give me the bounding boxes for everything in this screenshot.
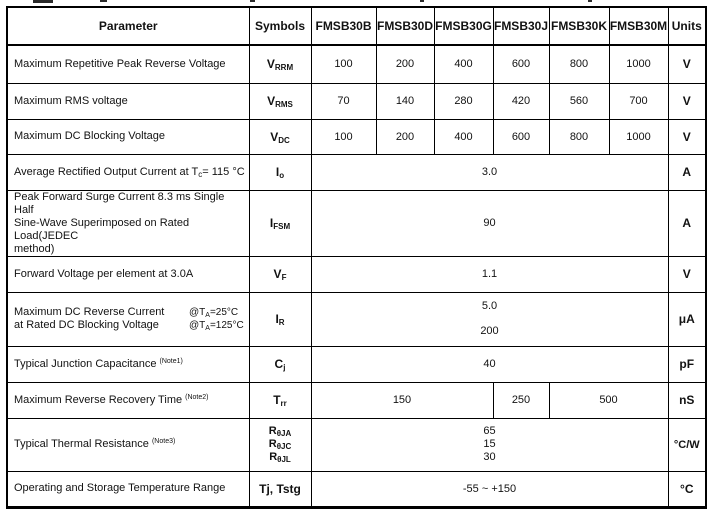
value-cell [549, 45, 609, 83]
cell-line: 700 [629, 95, 648, 107]
column-header-fmsb30b: FMSB30B [311, 7, 376, 45]
cell-line: 5.0 [481, 300, 498, 312]
column-header-parameter: Parameter [7, 7, 249, 45]
value-cell [311, 190, 668, 256]
text-segment: Maximum Reverse Recovery Time [14, 393, 186, 406]
table-row-maximum-rms-voltage [7, 83, 706, 119]
symbol-cell [249, 154, 311, 190]
cell-line: 40 [483, 358, 496, 370]
value-cell [549, 83, 609, 119]
symbol-cell [249, 190, 311, 256]
text-segment: @T [189, 320, 206, 331]
value-cell [311, 45, 376, 83]
text-segment: method) [14, 242, 55, 255]
cell-line: 150 [392, 394, 412, 406]
text-segment: R [278, 318, 285, 327]
value-cell [434, 45, 493, 83]
text-segment: @T [189, 307, 206, 318]
parameter-cell [7, 256, 249, 292]
cell-line [250, 216, 311, 230]
cell-line: 420 [511, 95, 531, 107]
table-row-peak-forward-surge-current [7, 190, 706, 256]
text-segment: T [273, 393, 281, 407]
text-segment: C [274, 357, 284, 371]
cell-line: 400 [454, 58, 473, 71]
text-segment: =125°C [209, 320, 244, 331]
text-segment: I [275, 312, 279, 326]
cell-line: 30 [483, 451, 496, 463]
text-segment: Peak Forward Surge Current 8.3 ms Single Half [14, 190, 225, 216]
value-cell [434, 83, 493, 119]
cell-line [14, 130, 247, 143]
cropped-text-artifact [100, 0, 107, 2]
text-segment: j [283, 363, 286, 372]
unit-cell: V [668, 256, 706, 292]
unit-cell: A [668, 154, 706, 190]
table-row-typical-thermal-resistance [7, 418, 706, 471]
cell-line [250, 393, 311, 407]
cell-line [14, 191, 247, 217]
cell-line: 200 [395, 130, 415, 143]
cell-line: 70 [337, 95, 350, 107]
cell-line [14, 394, 247, 407]
parameter-cell [7, 154, 249, 190]
cell-line [250, 57, 311, 71]
text-segment: Forward Voltage per element at 3.0A [14, 267, 194, 280]
text-segment: = 115 °C [202, 165, 245, 178]
parameter-cell [7, 45, 249, 83]
cell-line [250, 451, 311, 464]
value-cell [311, 346, 668, 382]
text-segment: (Note1) [159, 357, 183, 365]
text-segment: θJL [277, 455, 291, 464]
parameter-cell [7, 471, 249, 507]
text-segment: Tj, Tstg [259, 481, 301, 496]
cell-line: 600 [511, 130, 531, 143]
table-row-average-rectified-output-current [7, 154, 706, 190]
cell-line [250, 438, 311, 451]
symbol-cell [249, 292, 311, 346]
value-cell [311, 154, 668, 190]
value-cell [311, 418, 668, 471]
text-segment: RMS [275, 100, 293, 109]
text-segment: RRM [274, 63, 294, 73]
cell-line [250, 267, 311, 281]
parameter-cell [7, 382, 249, 418]
column-header-fmsb30g: FMSB30G [434, 7, 493, 45]
cell-line [250, 425, 311, 438]
value-cell [493, 45, 549, 83]
cell-line: 3.0 [481, 166, 498, 178]
spec-table-body [7, 45, 706, 507]
text-segment: Operating and Storage Temperature Range [14, 482, 226, 494]
text-segment: V [266, 57, 275, 72]
text-segment: R [268, 438, 277, 450]
cell-line: 800 [569, 130, 589, 143]
column-header-fmsb30d: FMSB30D [376, 7, 434, 45]
table-row-maximum-reverse-recovery-time [7, 382, 706, 418]
text-segment: A [205, 325, 210, 332]
value-cell [549, 119, 609, 154]
cell-line: 400 [454, 130, 473, 143]
column-header-units: Units [668, 7, 706, 45]
unit-cell: nS [668, 382, 706, 418]
text-segment: I [275, 165, 280, 179]
cell-line [14, 58, 247, 71]
text-segment: FSM [273, 222, 291, 231]
text-segment: θJC [276, 442, 292, 451]
column-header-fmsb30k: FMSB30K [549, 7, 609, 45]
text-segment: Maximum DC Reverse Current [14, 306, 165, 318]
cell-line [14, 268, 247, 281]
cell-line: -55 ~ +150 [462, 482, 517, 495]
unit-cell: μA [668, 292, 706, 346]
text-segment: V [270, 129, 279, 144]
text-segment: Sine-Wave Superimposed on Rated Load(JEDEC [14, 216, 190, 242]
cell-line: 1.1 [481, 268, 498, 280]
cell-line: 200 [480, 325, 499, 337]
unit-cell: °C/W [668, 418, 706, 471]
cell-line [14, 243, 247, 256]
column-header-symbols: Symbols [249, 7, 311, 45]
cropped-text-artifact [588, 0, 592, 2]
value-cell [376, 45, 434, 83]
cell-line [250, 130, 311, 144]
table-row-maximum-dc-reverse-current [7, 292, 706, 346]
parameter-cell [7, 292, 249, 346]
cell-line: 1000 [626, 130, 651, 143]
cell-line: 250 [511, 394, 531, 406]
parameter-cell [7, 418, 249, 471]
text-segment: Maximum Repetitive Peak Reverse Voltage [14, 57, 226, 70]
symbol-cell [249, 418, 311, 471]
text-segment: R [269, 451, 278, 463]
text-segment: Maximum RMS voltage [14, 94, 128, 107]
symbol-cell [249, 346, 311, 382]
parameter-cell [7, 83, 249, 119]
value-cell [311, 471, 668, 507]
text-segment: Average Rectified Output Current at T [14, 165, 199, 178]
text-segment: V [273, 267, 282, 281]
symbol-cell [249, 45, 311, 83]
cell-line [14, 306, 247, 319]
cell-line: 140 [395, 95, 415, 107]
symbol-cell [249, 382, 311, 418]
cell-line: 560 [569, 95, 589, 107]
text-segment: Maximum DC Blocking Voltage [14, 130, 166, 142]
text-segment: o [279, 171, 285, 180]
cell-line [250, 94, 311, 108]
value-cell [311, 119, 376, 154]
cell-line [14, 319, 247, 332]
cell-line: 600 [511, 58, 531, 71]
text-segment: c [198, 169, 203, 179]
cell-line [14, 166, 247, 179]
symbol-cell [249, 256, 311, 292]
symbol-cell [249, 471, 311, 507]
value-cell [493, 83, 549, 119]
cell-line: 500 [599, 394, 618, 406]
cell-line [250, 482, 311, 496]
value-cell [434, 119, 493, 154]
text-segment: θJA [276, 429, 292, 438]
value-cell [311, 83, 376, 119]
table-row-maximum-repetitive-peak-reverse-voltage [7, 45, 706, 83]
table-row-forward-voltage [7, 256, 706, 292]
text-segment: DC [278, 135, 290, 145]
unit-cell: °C [668, 471, 706, 507]
cropped-text-artifact [33, 0, 53, 3]
value-cell [311, 256, 668, 292]
unit-cell: V [668, 45, 706, 83]
cell-line [14, 217, 247, 243]
text-segment: Typical Thermal Resistance [14, 438, 152, 450]
text-segment: I [269, 216, 274, 230]
cell-line: 100 [334, 130, 353, 143]
cell-line [14, 358, 247, 371]
value-cell [311, 382, 493, 418]
value-cell [549, 382, 668, 418]
cell-line [14, 438, 247, 451]
text-segment: F [281, 273, 287, 282]
text-segment: R [268, 425, 277, 437]
table-row-maximum-dc-blocking-voltage [7, 119, 706, 154]
cell-line: 200 [395, 58, 415, 71]
cell-line [14, 482, 247, 495]
cell-line: 800 [569, 58, 589, 71]
text-segment: A [205, 312, 210, 319]
text-segment: =25°C [209, 307, 239, 318]
cell-line: 15 [483, 438, 496, 450]
column-header-fmsb30j: FMSB30J [493, 7, 549, 45]
parameter-cell [7, 346, 249, 382]
unit-cell: V [668, 83, 706, 119]
unit-cell: V [668, 119, 706, 154]
text-segment: Typical Junction Capacitance [14, 357, 160, 370]
cell-line [250, 165, 311, 179]
table-row-typical-junction-capacitance [7, 346, 706, 382]
cell-line: 65 [483, 425, 496, 437]
value-cell [609, 45, 668, 83]
text-segment: (Note2) [185, 393, 209, 401]
text-segment: at Rated DC Blocking Voltage [14, 319, 159, 331]
header-row [7, 7, 706, 45]
cell-line: 280 [454, 95, 473, 107]
value-cell [376, 119, 434, 154]
value-cell [311, 292, 668, 346]
unit-cell: pF [668, 346, 706, 382]
value-cell [376, 83, 434, 119]
text-segment: V [267, 94, 276, 108]
value-cell [609, 119, 668, 154]
cell-line [14, 95, 247, 108]
parameter-cell [7, 190, 249, 256]
value-cell [609, 83, 668, 119]
cropped-text-artifact [420, 0, 424, 2]
cell-line [250, 312, 311, 326]
symbol-cell [249, 83, 311, 119]
cropped-text-artifact [250, 0, 255, 2]
value-cell [493, 119, 549, 154]
cell-line: 1000 [626, 58, 651, 71]
value-cell [493, 382, 549, 418]
text-segment: (Note3) [151, 438, 176, 445]
cell-line: 90 [483, 217, 496, 229]
parameter-cell [7, 119, 249, 154]
column-header-fmsb30m: FMSB30M [609, 7, 668, 45]
unit-cell: A [668, 190, 706, 256]
cell-line: 100 [334, 58, 353, 71]
table-row-operating-storage-temperature-range [7, 471, 706, 507]
text-segment: rr [280, 399, 287, 408]
cell-line [250, 357, 311, 371]
symbol-cell [249, 119, 311, 154]
spec-table [6, 6, 707, 509]
